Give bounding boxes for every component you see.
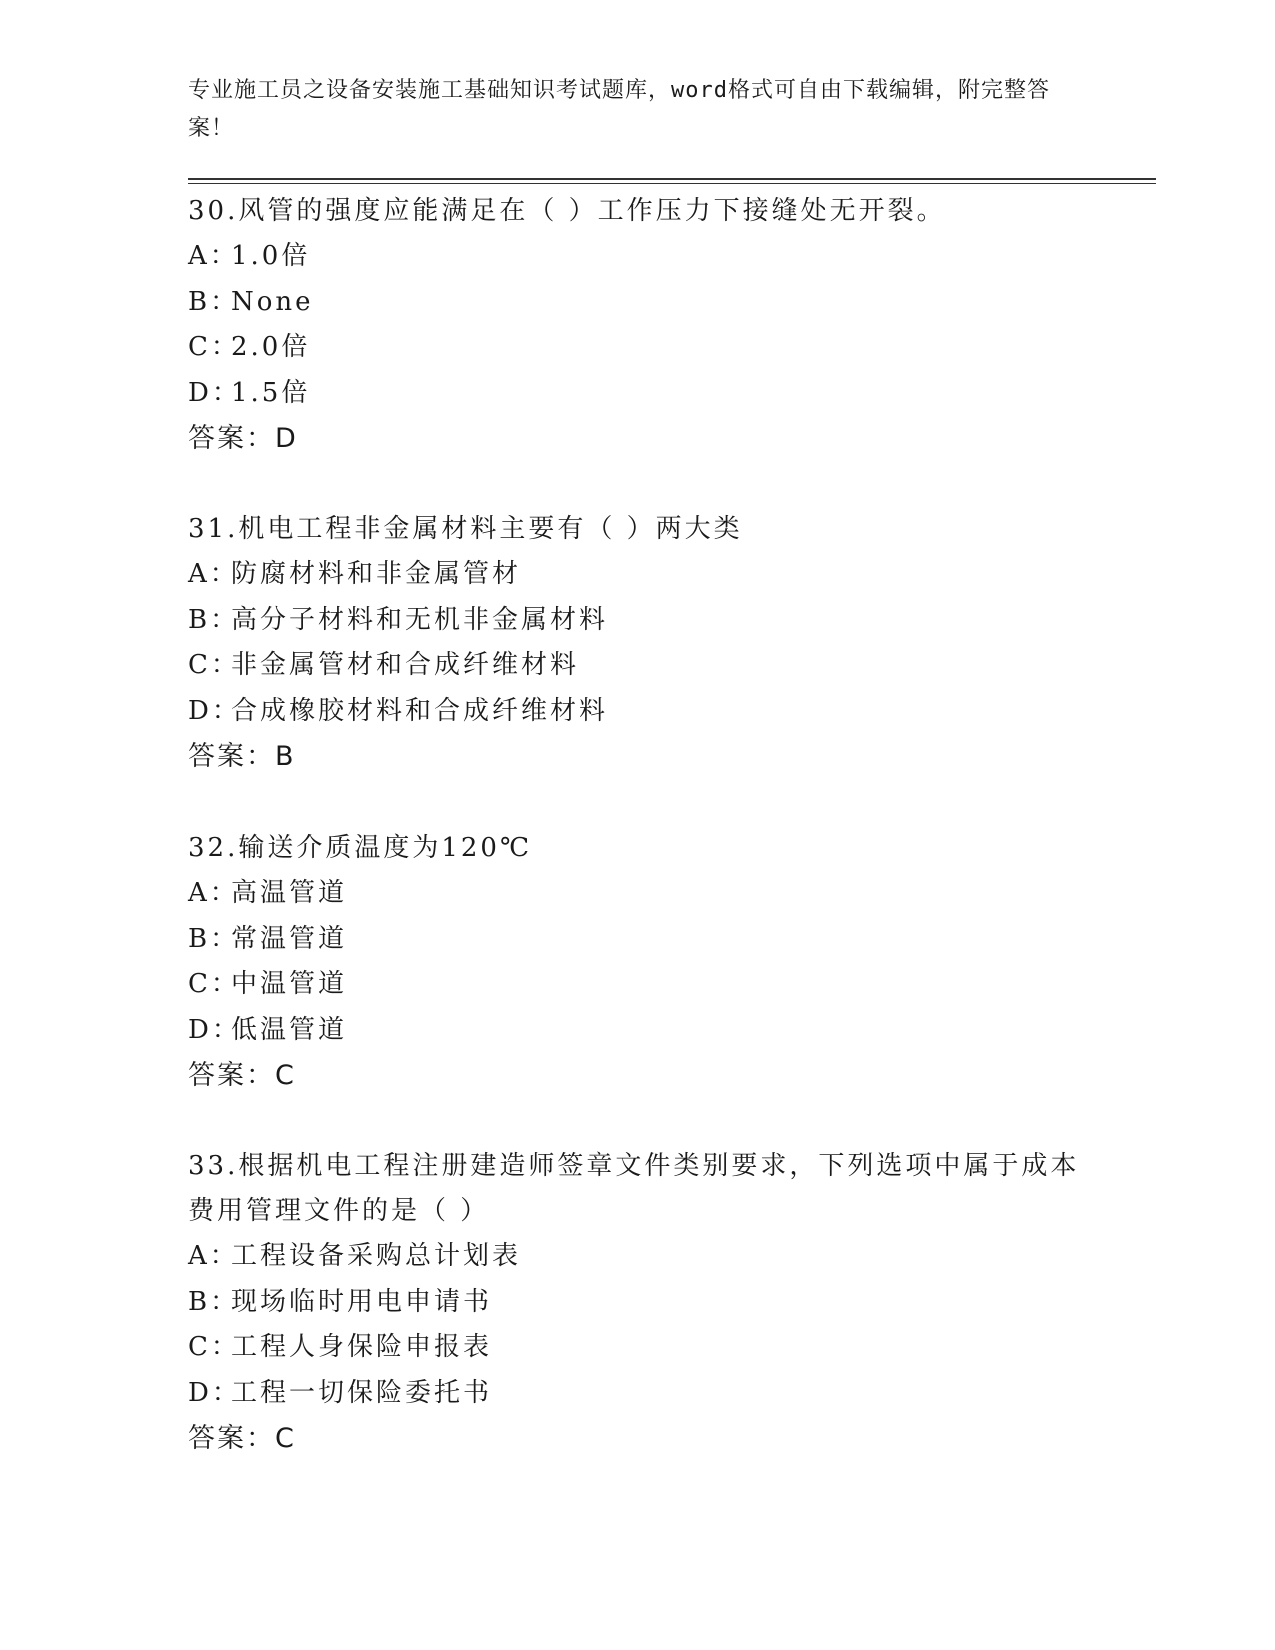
option-key: C： — [188, 332, 240, 362]
answer-line: 答案：D — [188, 423, 298, 454]
option-text: 中温管道 — [231, 969, 348, 999]
option-text: 非金属管材和合成纤维材料 — [231, 650, 580, 680]
option-key: A： — [188, 559, 239, 589]
option-key: C： — [188, 650, 240, 680]
option-text: 常温管道 — [231, 923, 348, 954]
option-c — [188, 1325, 1088, 1371]
option-a — [188, 871, 1088, 917]
option-d — [188, 1008, 1088, 1054]
option-d — [188, 1371, 1088, 1417]
option-a — [188, 234, 1088, 280]
header-divider-thin — [188, 183, 1156, 184]
option-key: A： — [188, 241, 239, 271]
question-stem: 33.根据机电工程注册建造师签章文件类别要求，下列选项中属于成本费用管理文件的是（ ） — [188, 1151, 1080, 1226]
option-a — [188, 552, 1088, 598]
option-key: B： — [188, 1286, 240, 1317]
answer-line: 答案：C — [188, 1423, 296, 1454]
option-key: A： — [188, 878, 239, 908]
option-key: D： — [188, 1377, 241, 1408]
option-text: 低温管道 — [231, 1014, 348, 1045]
option-key: B： — [188, 604, 240, 635]
option-b — [188, 1280, 1088, 1326]
question-stem: 31.机电工程非金属材料主要有（ ）两大类 — [188, 514, 743, 544]
option-key: B： — [188, 286, 240, 317]
question-stem: 32.输送介质温度为120℃ — [188, 833, 533, 863]
option-key: B： — [188, 923, 240, 954]
option-key: C： — [188, 1332, 240, 1362]
option-text: 合成橡胶材料和合成纤维材料 — [231, 695, 609, 726]
option-text: 工程一切保险委托书 — [231, 1377, 493, 1408]
option-text: None — [231, 286, 314, 317]
option-c — [188, 962, 1088, 1008]
option-key: A： — [188, 1241, 239, 1271]
answer-line: 答案：C — [188, 1060, 296, 1091]
option-text: 现场临时用电申请书 — [231, 1286, 493, 1317]
question-stem: 30.风管的强度应能满足在（ ）工作压力下接缝处无开裂。 — [188, 196, 946, 226]
header-divider-thick — [188, 178, 1156, 180]
question-30 — [188, 189, 1088, 462]
option-d — [188, 371, 1088, 417]
option-text: 防腐材料和非金属管材 — [231, 559, 522, 589]
option-b — [188, 917, 1088, 963]
option-d — [188, 689, 1088, 735]
question-31 — [188, 507, 1088, 780]
option-a — [188, 1234, 1088, 1280]
option-text: 1.0倍 — [231, 241, 311, 271]
option-key: D： — [188, 1014, 241, 1045]
document-header: 专业施工员之设备安装施工基础知识考试题库，word格式可自由下载编辑，附完整答案！ — [188, 78, 1050, 141]
option-text: 1.5倍 — [231, 377, 311, 408]
question-32 — [188, 826, 1088, 1099]
option-key: D： — [188, 695, 241, 726]
option-text: 高分子材料和无机非金属材料 — [231, 604, 609, 635]
option-b — [188, 280, 1088, 326]
question-33 — [188, 1144, 1088, 1462]
option-text: 工程设备采购总计划表 — [231, 1241, 522, 1271]
option-text: 工程人身保险申报表 — [231, 1332, 493, 1362]
option-key: D： — [188, 377, 241, 408]
option-key: C： — [188, 969, 240, 999]
option-c — [188, 643, 1088, 689]
option-text: 2.0倍 — [231, 332, 311, 362]
option-text: 高温管道 — [231, 878, 348, 908]
answer-line: 答案：B — [188, 741, 296, 772]
option-c — [188, 325, 1088, 371]
option-b — [188, 598, 1088, 644]
